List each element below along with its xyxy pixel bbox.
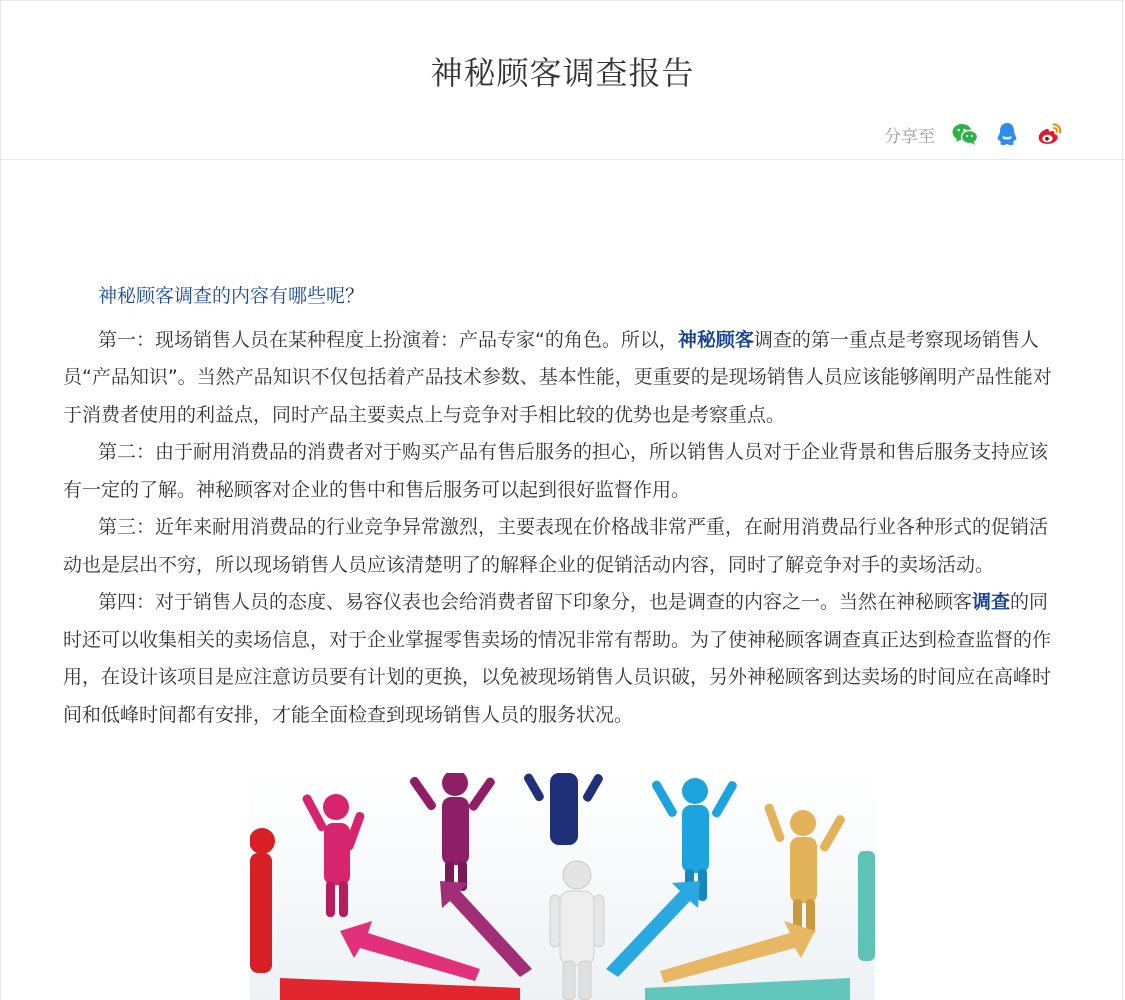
mystery-shopper-link[interactable]: 神秘顾客 — [677, 328, 754, 351]
people-arrows-illustration — [250, 773, 875, 1000]
question-line — [63, 278, 1061, 316]
article-figure — [250, 773, 875, 1000]
paragraph-1-text-a: 第一：现场销售人员在某种程度上扮演着：产品专家“的角色。所以， — [98, 328, 678, 351]
paragraph-4-text-a: 第四：对于销售人员的态度、易容仪表也会给消费者留下印象分，也是调查的内容之一。当然在神秘顾客 — [98, 591, 973, 613]
paragraph-1 — [63, 322, 1061, 435]
paragraph-4 — [63, 584, 1061, 734]
share-label: 分享至 — [884, 126, 935, 147]
question-link[interactable]: 神秘顾客调查的内容有哪些呢 — [98, 285, 346, 307]
paragraph-1-text-b: 调查的第一重点是考察现场销售人员“产品知识”。当然产品知识不仅包括着产品技术参数、基本性能，更重要的是现场销售人员应该能够阐明产品性能对于消费者使用的利益点，同时产品主要卖点上与竞争对手相比较的优势也是考察重点。 — [63, 328, 1052, 426]
red-figure — [250, 828, 275, 973]
survey-link[interactable]: 调查 — [972, 591, 1011, 613]
article-header — [0, 0, 1125, 160]
wechat-icon[interactable] — [951, 120, 979, 148]
article-body — [63, 278, 1061, 734]
qq-icon[interactable] — [993, 120, 1021, 148]
question-mark: ？ — [345, 285, 365, 307]
paragraph-4-text-b: 的同时还可以收集相关的卖场信息，对于企业掌握零售卖场的情况非常有帮助。为了使神秘顾客调查真正达到检查监督的作用，在设计该项目是应注意访员要有计划的更换，以免被现场销售人员识破，另外神秘顾客到达卖场的时间应在高峰时间和低峰时间都有安排，才能全面检查到现场销售人员的服务状况。 — [63, 591, 1052, 726]
paragraph-3: 第三：近年来耐用消费品的行业竞争异常激烈，主要表现在价格战非常严重，在耐用消费品行业各种形式的促销活动也是层出不穷，所以现场销售人员应该清楚明了的解释企业的促销活动内容，同时了解竞争对手的卖场活动。 — [63, 516, 1049, 576]
page-title: 神秘顾客调查报告 — [430, 54, 695, 92]
paragraph-2: 第二：由于耐用消费品的消费者对于购买产品有售后服务的担心，所以销售人员对于企业背景和售后服务支持应该有一定的了解。神秘顾客对企业的售中和售后服务可以起到很好监督作用。 — [63, 441, 1049, 501]
share-bar — [884, 120, 1063, 148]
weibo-icon[interactable] — [1035, 120, 1063, 148]
teal-figure — [858, 851, 875, 961]
